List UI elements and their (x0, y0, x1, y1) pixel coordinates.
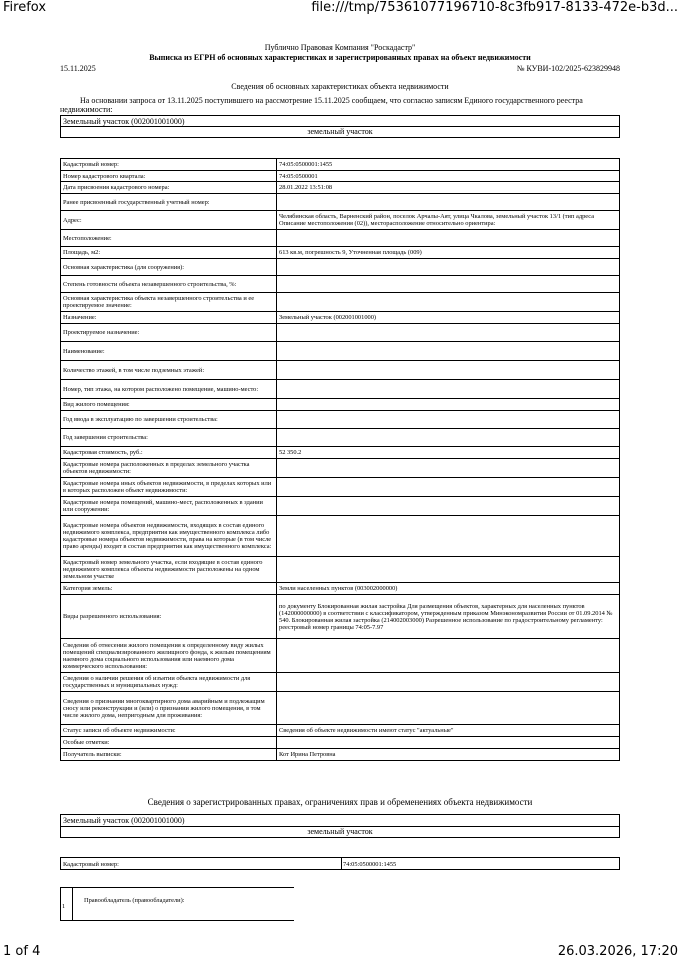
table-row: Основная характеристика (для сооружения): (61, 259, 620, 276)
table-row: Ранее присвоенный государственный учетный номер: (61, 194, 620, 211)
cell-divider (341, 858, 342, 869)
table-row: Статус записи об объекте недвижимости: Сведения об объекте недвижимости имеют статус "актуальные" (61, 725, 620, 737)
doc-date: 15.11.2025 (60, 64, 96, 73)
table-row: Проектируемое назначение: (61, 324, 620, 342)
object-name: Земельный участок (002001001000) (63, 117, 185, 126)
intro-text: На основании запроса от 13.11.2025 поступившего на рассмотрение 15.11.2025 сообщаем, что согласно записям Единого государственного реестра недвижимости: (60, 96, 583, 114)
object-type-box-2 (60, 826, 620, 838)
object-type-box (60, 126, 620, 138)
cadastral-row-2 (60, 857, 620, 870)
cell-divider (72, 888, 73, 920)
table-row: Кадастровые номера иных объектов недвижимости, в пределах которых или в которых расположен объект недвижимости: (61, 478, 620, 497)
table-row: Назначение: Земельный участок (002001001000) (61, 312, 620, 324)
browser-header (0, 0, 680, 18)
table-row: Количество этажей, в том числе подземных этажей: (61, 361, 620, 380)
table-row: Получатель выписки: Кот Ирина Петровна (61, 749, 620, 761)
doc-title: Выписка из ЕГРН об основных характеристиках и зарегистрированных правах на объект недвижимости (149, 53, 531, 62)
table-row: Наименование: (61, 342, 620, 361)
table-row: Дата присвоения кадастрового номера: 28.01.2022 13:51:08 (61, 182, 620, 194)
table-row: Кадастровые номера расположенных в пределах земельного участка объектов недвижимости: (61, 459, 620, 478)
table-row: Местоположение: (61, 230, 620, 247)
table-row: Площадь, м2: 613 кв.м, погрешность 9, Уточненная площадь (009) (61, 247, 620, 259)
app-title: Firefox (3, 0, 47, 15)
table-row: Сведения о наличии решения об изъятии объекта недвижимости для государственных и муниципальных нужд: (61, 673, 620, 692)
page-indicator: 1 of 4 (3, 944, 41, 959)
section-title-2: Сведения о зарегистрированных правах, ограничениях прав и обременениях объекта недвижимости (147, 797, 533, 807)
table-row: Основная характеристика объекта незавершенного строительства и ее проектируемое значение: (61, 293, 620, 312)
table-row: Виды разрешенного использования: по документу Блокированная жилая застройка Для размещения объектов, характерных для населенных пунктов (142000000000) в соответствии с классификатором, утвержденным приказом Минэкономразвития России от 01.09.2014 № 540. Блокированная жилая застройка (214002003000) Разрешенное использование по градостроительному регламенту: реестровый номер границы 74:05-7.97 (61, 595, 620, 639)
section-title-1: Сведения об основных характеристиках объекта недвижимости (231, 82, 449, 91)
table-row: Номер, тип этажа, на котором расположено помещение, машино-место: (61, 380, 620, 399)
table-row: Адрес: Челябинская область, Варненский район, поселок Арчалы-Аят, улица Чкалова, земельный участок 13/1 (тип адреса Описание местоположения (02)), месторасположение относительно ориентира: (61, 211, 620, 230)
holder-label: Правообладатель (правообладатели): (84, 897, 185, 904)
table-row: Номер кадастрового квартала: 74:05:0500001 (61, 171, 620, 182)
org-name: Публично Правовая Компания "Роскадастр" (264, 43, 416, 52)
file-url: file:///tmp/75361077196710-8c3fb917-8133-472e-b3d... (311, 0, 678, 15)
browser-footer (0, 944, 680, 960)
doc-number: № КУВИ-102/2025-623829948 (516, 64, 620, 73)
characteristics-table (60, 158, 620, 761)
table-row: Категория земель: Земли населенных пунктов (003002000000) (61, 583, 620, 595)
table-row: Кадастровый номер земельного участка, если входящие в состав единого недвижимого комплекса объекты недвижимости расположены на одном земельном участке (61, 557, 620, 583)
table-row: Год завершения строительства: (61, 429, 620, 447)
table-row: Особые отметки: (61, 737, 620, 749)
table-row: Вид жилого помещения: (61, 399, 620, 411)
cadastral-label-2: Кадастровый номер: (63, 861, 119, 868)
holder-number: 1 (62, 903, 66, 910)
print-datetime: 26.03.2026, 17:20 (557, 944, 678, 959)
object-type-2: земельный участок (307, 827, 373, 836)
holder-row (60, 887, 294, 921)
cadastral-value-2: 74:05:0500001:1455 (343, 861, 397, 868)
table-row: Кадастровые номера объектов недвижимости, входящих в состав единого недвижимого комплекса, предприятия как имущественного комплекса либо кадастровые номера объектов недвижимости, права на которые (в том числе право аренды) входят в состав предприятия как имущественного комплекса: (61, 516, 620, 557)
table-row: Сведения об отнесении жилого помещения к определенному виду жилых помещений специализированного жилищного фонда, к жилым помещениям наемного дома социального использования или наемного дома коммерческого использования: (61, 639, 620, 673)
table-row: Сведения о признании многоквартирного дома аварийным и подлежащим сносу или реконструкции и (или) о признании жилого помещения, в том числе жилого дома, непригодным для проживания: (61, 692, 620, 725)
table-row: Кадастровые номера помещений, машино-мест, расположенных в здании или сооружении: (61, 497, 620, 516)
object-name-2: Земельный участок (002001001000) (63, 816, 185, 825)
table-row: Степень готовности объекта незавершенного строительства, %: (61, 276, 620, 293)
table-row: Кадастровая стоимость, руб.: 52 350.2 (61, 447, 620, 459)
cell-border (60, 888, 61, 920)
table-row: Год ввода в эксплуатацию по завершении строительства: (61, 411, 620, 429)
table-row: Кадастровый номер: 74:05:0500001:1455 (61, 159, 620, 171)
object-type: земельный участок (307, 127, 373, 136)
